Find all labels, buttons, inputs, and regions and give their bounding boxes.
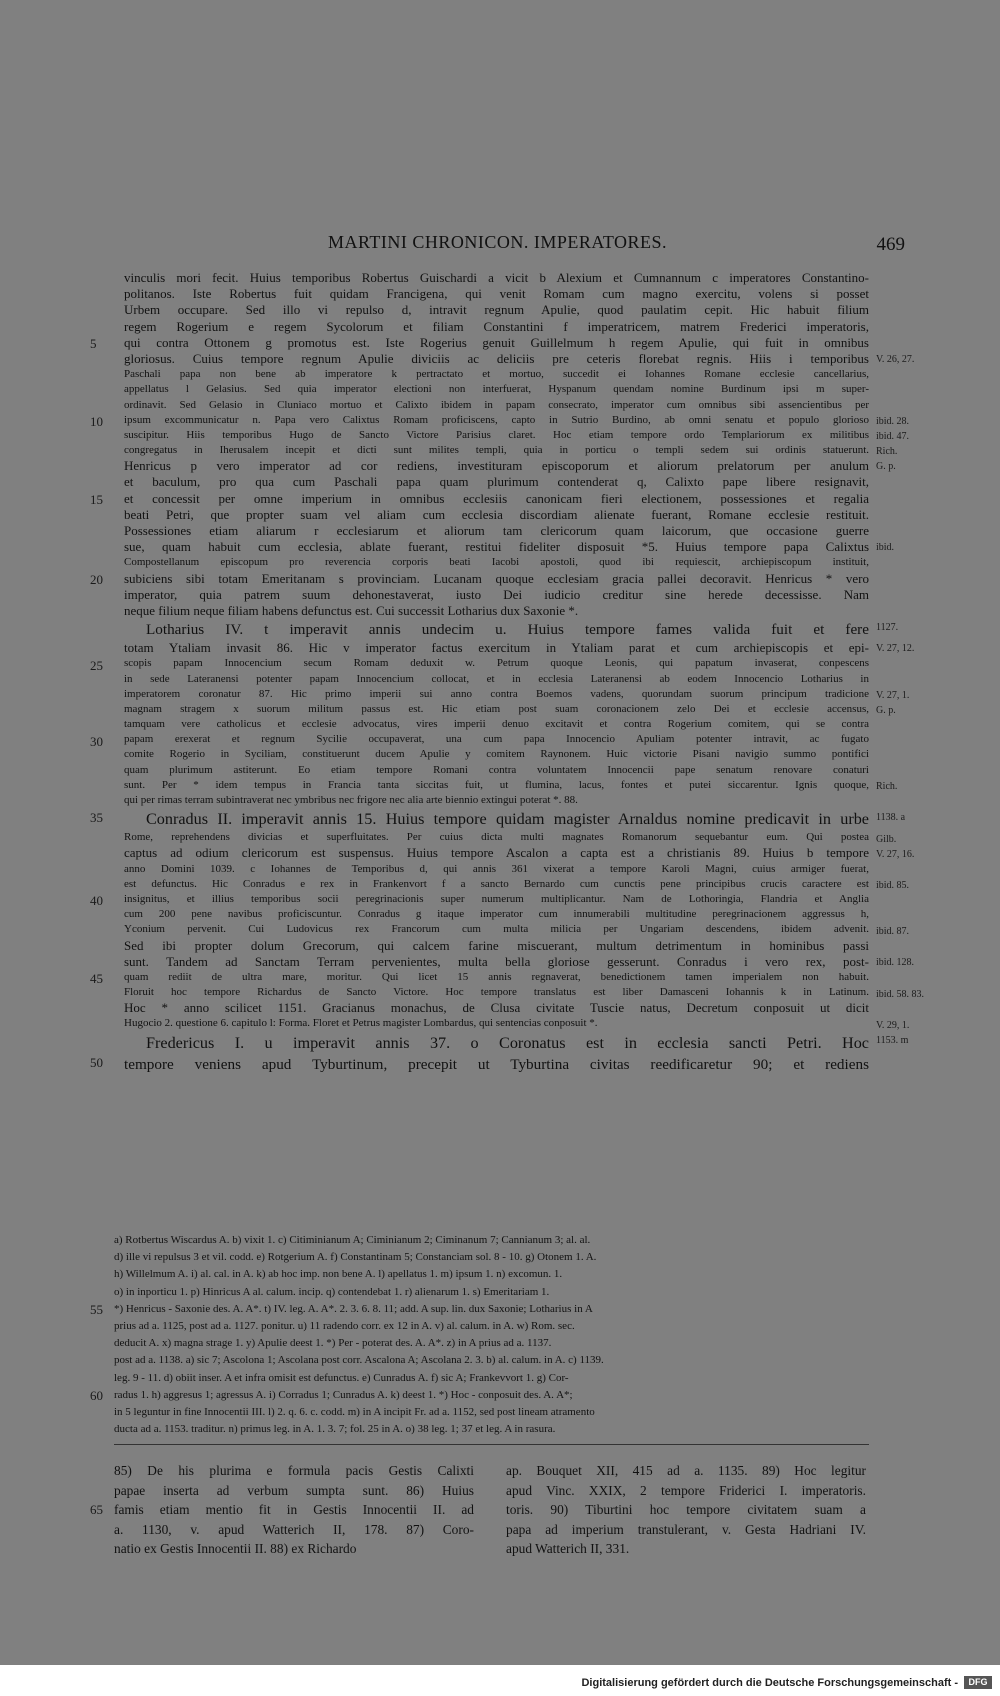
text-line: tamquam vere catholicus et ecclesie advocatus, vires imperii denuo excitavit et contra Rogerium comitem, qui se contra	[124, 718, 869, 731]
text-line: subiciens sibi totam Emeritanam s provinciam. Lucanam quoque ecclesiam gracia pallei decoravit. Henricus * vero	[124, 570, 869, 586]
endnote-line: ap. Bouquet XII, 415 ad a. 1135. 89) Hoc legitur	[506, 1463, 866, 1478]
margin-note: V. 26, 27.	[876, 354, 915, 365]
margin-note: Gilb.	[876, 833, 897, 845]
text-line: magnam stragem x suorum militum passus est. Hic etiam post suam coronacionem zelo Dei et ecclesie accensus,	[124, 702, 869, 715]
footnote-line: a) Rotbertus Wiscardus A. b) vixit 1. c) Citiminianum A; Ciminianum 2; Ciminanum 7; Cannianum 3; al. al.	[114, 1234, 591, 1246]
footnote-line: in 5 leguntur in fine Innocentii III. l) 2. q. 6. c. codd. m) in A incipit Fr. ad a. 1152, sed post lineam atramento	[114, 1405, 595, 1418]
text-line: congregatus in Iherusalem incepit et dicti sunt milites templi, quia in porticu o templi sedem sui ordinis statuerunt.	[124, 444, 869, 457]
text-line: suscipitur. Hiis temporibus Hugo de Sancto Victore Parisius claret. Hoc etiam tempore ordo Templariorum ex militibus	[124, 428, 869, 441]
line-number: 55	[90, 1301, 103, 1317]
margin-note: ibid. 58. 83.	[876, 988, 925, 1000]
text-line: regem Rogerium e regem Sycolorum et filiam Constantini f imperatricem, matrem Frederici imperatoris,	[124, 318, 869, 334]
text-line: qui per rimas terram subintraverat nec ymbribus nec frigore nec alia arte biennio extingui poterat *. 88.	[124, 794, 578, 806]
footnote-line: ducta ad a. 1153. traditur. n) primus leg. in A. 1. 3. 7; fol. 25 in A. o) 38 leg. 1; 37 et leg. A in rasura.	[114, 1423, 556, 1436]
footer-bar	[0, 1665, 1000, 1696]
line-number: 15	[90, 491, 103, 507]
footnote-line: post ad a. 1138. a) sic 7; Ascolona 1; Ascolana post corr. Ascalona A; Ascolana 2. 3. b) al. calum. in A. c) 1139.	[114, 1354, 604, 1367]
notes-divider	[114, 1444, 869, 1445]
text-line: et concessit per omne imperium in omnibus ecclesiis canonicam fieri electionem, possessiones et regalia	[124, 490, 869, 506]
endnote-line: apud Vinc. XXIX, 2 tempore Friderici I. imperatoris.	[506, 1482, 866, 1498]
text-line: gloriosus. Cuius tempore regnum Apulie diviciis ac deliciis pre ceteris florebat regnis. Hiis i temporibus	[124, 350, 869, 366]
line-number: 35	[90, 809, 103, 825]
text-line: quam rediit de ultra mare, moritur. Qui licet 15 annis regnaverat, benedictionem tamen imperialem non habuit.	[124, 970, 869, 983]
text-line: in sede Lateranensi potenter papam Innocencium collocat, et in ecclesia Lateranensi ab eodem Innocencio Lotharius in	[124, 672, 869, 685]
line-number: 25	[90, 657, 103, 673]
endnote-line: papa ad imperium transtulerant, v. Gesta Hadriani IV.	[506, 1521, 866, 1537]
footnote-line: d) ille vi repulsus 3 et vil. codd. e) Rotgerium A. f) Constantinam 5; Constanciam sol. 8 - 10. g) Otonem 1. A.	[114, 1251, 597, 1264]
endnote-line: famis etiam mentio fit in Gestis Innocentii II. ad	[114, 1502, 474, 1517]
margin-note: V. 27, 1.	[876, 690, 910, 701]
text-line: Henricus p vero imperator ad cor rediens, investituram episcoporum et aliorum prelatorum per anulum	[124, 458, 869, 474]
text-line: ordinavit. Sed Gelasio in Cluniaco mortuo et Calixto ibidem in papam consecrato, imperator cum omnibus sibi assencientibus per	[124, 398, 869, 411]
main-text	[124, 270, 869, 1075]
dfg-logo: DFG	[964, 1676, 992, 1689]
text-line: Hugocio 2. questione 6. capitulo l: Forma. Floret et Petrus magister Lombardus, qui sentencias conposuit *.	[124, 1017, 598, 1030]
endnote-line: natio ex Gestis Innocentii II. 88) ex Richardo	[114, 1541, 357, 1556]
text-line: insignitus, et illius temporibus socii peregrinacionis super numerum multiplicantur. Nam de Lothoringia, Flandria et Anglia	[124, 892, 869, 905]
line-number: 5	[90, 335, 97, 351]
page-number: 469	[876, 234, 905, 255]
footnote-line: *) Henricus - Saxonie des. A. A*. t) IV. leg. A. A*. 2. 3. 6. 8. 11; add. A sup. lin. dux Saxonie; Lotharius in A	[114, 1302, 593, 1315]
text-line: Lotharius IV. t imperavit annis undecim u. Huius tempore fames valida fuit et fere	[146, 621, 869, 639]
margin-note: 1127.	[876, 622, 899, 634]
text-line: ipsum excommunicatur n. Papa vero Calixtus Romam proficiscens, capto in Sutrio Burdino, ab omni senatu et populo glorioso	[124, 413, 869, 426]
text-line: sue, quam habuit cum ecclesia, ablate fuerant, restitui fideliter disposuit *5. Huius tempore papa Calixtus	[124, 539, 869, 555]
text-line: Urbem occupare. Sed illo vi repulso d, intravit regnum Apulie, quod paulatim cepit. Hic habuit filium	[124, 302, 869, 318]
text-line: Compostellanum episcopum pro reverencia corporis beati Iacobi apostoli, quod ibi requiescit, archiepiscopum instituit,	[124, 556, 869, 569]
text-line: sunt. Tandem ad Sanctam Terram pervenientes, multa bella gloriose gesserunt. Conradus i vero rex, post-	[124, 953, 869, 969]
text-line: est defunctus. Hic Conradus e rex in Frankenvort f a sancto Bernardo cum cunctis pene principibus crucis caractere est	[124, 877, 869, 890]
line-number: 40	[90, 893, 103, 909]
margin-note: ibid. 87.	[876, 925, 910, 937]
endnote-line: a. 1130, v. apud Watterich II, 178. 87) Coro-	[114, 1521, 474, 1537]
margin-note: ibid. 47.	[876, 431, 910, 442]
margin-note: 1153. m	[876, 1035, 909, 1047]
endnote-line: toris. 90) Tiburtini hoc tempore civitatem suam a	[506, 1502, 866, 1517]
text-line: Conradus II. imperavit annis 15. Huius tempore quidam magister Arnaldus nomine predicavit in urbe	[146, 810, 869, 829]
footer-credit: Digitalisierung gefördert durch die Deutsche Forschungsgemeinschaft -	[581, 1677, 958, 1689]
text-line: imperatorem coronatur 87. Hic primo imperii sui anno contra Boemos vadens, quorundam suorum principum tradicione	[124, 687, 869, 700]
footnote-line: leg. 9 - 11. d) obiit inser. A et infra omisit est defunctus. e) Cunradus A. f) sic A; Frankevvort 1. g) Cor-	[114, 1371, 569, 1384]
text-line: Floruit hoc tempore Richardus de Sancto Victore. Hoc tempore translatus est liber Damasceni Iohannis k in Latinum.	[124, 986, 869, 999]
running-header: MARTINI CHRONICON. IMPERATORES.	[327, 232, 668, 252]
text-line: Rome, reprehendens divicias et superfluitates. Per cuius dicta multi magnates Romanorum sequebantur eum. Qui postea	[124, 831, 869, 844]
endnote-line: apud Watterich II, 331.	[506, 1541, 630, 1556]
line-number: 20	[90, 571, 103, 587]
line-number: 50	[90, 1055, 103, 1071]
margin-note: ibid.	[876, 542, 895, 554]
margin-note: G. p.	[876, 705, 896, 717]
margin-note: G. p.	[876, 461, 896, 473]
endnote-line: papae inserta ad verbum sumpta sunt. 86) Huius	[114, 1482, 474, 1498]
footnote-line: prius ad a. 1125, post ad a. 1127. ponitur. u) 11 radendo corr. ex 12 in A. v) al. calum. in A. w) Rom. sec.	[114, 1319, 575, 1332]
text-line: papam erexerat et regnum Sycilie occupaverat, una cum papa Innocencio Apuliam potenter intravit, ac fugato	[124, 733, 869, 746]
line-number: 65	[90, 1502, 103, 1517]
line-number: 45	[90, 971, 103, 987]
text-line: quam plurimum astiterunt. Eo etiam tempore Romani contra voluntatem Innocencii pape senatum renovare conaturi	[124, 763, 869, 776]
text-line: Fredericus I. u imperavit annis 37. o Coronatus est in ecclesia sancti Petri. Hoc	[146, 1033, 869, 1052]
text-line: Paschali papa non bene ab imperatore k pertractato et mortuo, succedit ei Iohannes Romane ecclesie cancellarius,	[124, 368, 869, 381]
text-line: neque filium neque filiam habens defunctus est. Cui successit Lotharius dux Saxonie *.	[124, 602, 579, 618]
endnote-line: 85) De his plurima e formula pacis Gestis Calixti	[114, 1463, 474, 1478]
text-line: Yconium pervenit. Cui Ludovicus rex Francorum cum multa milicia per Ungariam descendens, ibidem advenit.	[124, 923, 869, 936]
margin-note: ibid. 128.	[876, 957, 915, 969]
margin-note: Rich.	[876, 446, 898, 458]
margin-note: 1138. a	[876, 811, 906, 823]
text-line: Possessiones etiam aliarum r ecclesiarum et aliorum tam clericorum quam laicorum, que occasione guerre	[124, 523, 869, 538]
footnote-line: o) in inporticu 1. p) Hinricus A al. calum. incip. q) contendebat 1. r) alienarum 1. s) Emeritariam 1.	[114, 1285, 550, 1298]
footnote-line: deducit A. x) magna strage 1. y) Apulie deest 1. *) Per - poterat des. A. A*. z) in A prius ad a. 1137.	[114, 1337, 552, 1350]
line-number: 10	[90, 413, 103, 429]
text-line: beati Petri, que propter suam vel aliam cum ecclesia discordiam alienate fuerant, Romane ecclesie restituit.	[124, 506, 869, 522]
text-line: politanos. Iste Robertus fuit quidam Francigena, qui venit Romam cum magno exercitu, volens si posset	[124, 286, 869, 302]
text-line: appellatus l Gelasius. Sed quia imperator electioni non interfuerat, Hyspanum quendam nomine Burdinum ipsi m super-	[124, 383, 869, 396]
text-line: cum 200 pene navibus proficiscuntur. Conradus g itaque imperator cum innumerabili multitudine peregrinacionem aggressus h,	[124, 908, 869, 921]
critical-apparatus	[114, 1232, 869, 1438]
text-line: tempore veniens apud Tyburtinum, precepit ut Tyburtina civitas reedificaretur 90; et rediens	[124, 1055, 869, 1073]
line-number: 30	[90, 733, 103, 749]
text-line: totam Ytaliam invasit 86. Hic v imperator factus exercitum in Ytaliam parat et cum archiepiscopis et epi-	[124, 640, 869, 656]
margin-note: ibid. 28.	[876, 415, 910, 427]
text-line: vinculis mori fecit. Huius temporibus Robertus Guischardi a vicit b Alexium et Cumnannum c imperatores Constantino-	[124, 270, 869, 285]
text-line: scopis papam Innocencium secum Romam deduxit w. Petrum quoque Leonis, qui papatum invaserat, conpescens	[124, 657, 869, 670]
text-line: comite Rogerio in Syciliam, constituerunt ducem Apulie y comitem Raynonem. Huic victorie Pisani navigio summo pontifici	[124, 748, 869, 761]
margin-note: V. 29, 1.	[876, 1020, 910, 1031]
text-line: Sed ibi propter dolum Grecorum, qui calcem farine miscuerant, multum detrimentum in hominibus passi	[124, 937, 869, 953]
margin-note: Rich.	[876, 781, 898, 793]
text-line: qui contra Ottonem g promotus est. Iste Rogerius genuit Guillelmum h regem Apulie, qui fuit in omnibus	[124, 334, 869, 350]
text-line: imperator, quia patrem suum dehonestaverat, iusto Dei iudicio creditur sine herede decessisse. Nam	[124, 586, 869, 602]
text-line: anno Domini 1039. c Iohannes de Temporibus d, qui annis 361 vixerat a tempore Karoli Magni, cuius armiger fuerat,	[124, 862, 869, 875]
text-line: Hoc * anno scilicet 1151. Gracianus monachus, de Clusa civitate Tuscie natus, Decretum conposuit ut dicit	[124, 1000, 869, 1016]
endnotes-right-column	[506, 1461, 866, 1559]
margin-note: V. 27, 12.	[876, 643, 915, 655]
margin-note: V. 27, 16.	[876, 848, 915, 860]
margin-note: ibid. 85.	[876, 880, 910, 892]
footnote-line: radus 1. h) aggresus 1; agressus A. i) Corradus 1; Cunradus A. k) deest 1. *) Hoc - conposuit des. A. A*;	[114, 1388, 573, 1401]
text-line: sunt. Per * idem tempus in Francia tanta siccitas fuit, ut flumina, lacus, fontes et putei siccarentur. Ignis quoque,	[124, 778, 869, 791]
footnote-line: h) Willelmum A. i) al. cal. in A. k) ab hoc imp. non bene A. l) apellatus 1. m) ipsum 1. n) excomun. 1.	[114, 1268, 563, 1281]
endnotes-left-column	[114, 1461, 474, 1559]
line-number: 60	[90, 1387, 103, 1403]
text-line: captus ad odium clericorum est suspensus. Huius tempore Ascalon a capta est a christianis 89. Huius b tempore	[124, 845, 869, 861]
text-line: et baculum, pro qua cum Paschali papa quam plurimum contenderat q, Calixto pape libere resignavit,	[124, 474, 869, 490]
